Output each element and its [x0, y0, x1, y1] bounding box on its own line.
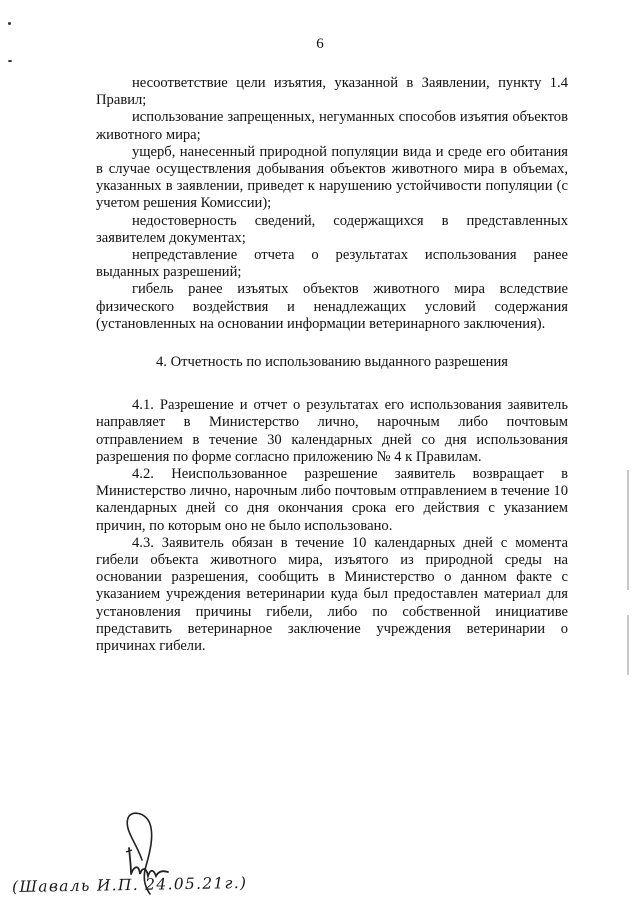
scan-speck — [8, 22, 11, 25]
refusal-ground: гибель ранее изъятых объектов животного мира вследствие физического воздействия и ненадлежащих условий содержания (установленных на основании информации ветеринарного заключения). — [96, 281, 568, 332]
scan-speck — [8, 60, 12, 62]
refusal-ground: несоответствие цели изъятия, указанной в Заявлении, пункту 1.4 Правил; — [96, 75, 568, 109]
clause-4-2: 4.2. Неиспользованное разрешение заявитель возвращает в Министерство лично, нарочным либо почтовым отправлением в течение 10 календарных дней со дня окончания срока его действия с указанием причин, по которым оно не было использовано. — [96, 466, 568, 534]
refusal-ground: ущерб, нанесенный природной популяции вида и среде его обитания в случае осуществления добывания объектов животного мира в объемах, указанных в заявлении, приведет к нарушению устойчивости популяции (с учетом решения Комиссии); — [96, 143, 568, 212]
scan-edge-shadow — [627, 470, 629, 590]
handwritten-note: (Шаваль И.П. 24.05.21г.) — [11, 873, 248, 897]
scan-edge-shadow — [627, 615, 629, 675]
clause-4-1: 4.1. Разрешение и отчет о результатах его использования заявитель направляет в Министерство лично, нарочным либо почтовым отправлением в течение 30 календарных дней со дня использования разрешения по форме согласно приложению № 4 к Правилам. — [96, 397, 568, 465]
refusal-ground: использование запрещенных, негуманных способов изъятия объектов животного мира; — [96, 109, 568, 143]
refusal-ground: непредставление отчета о результатах использования ранее выданных разрешений; — [96, 247, 568, 281]
section-heading: 4. Отчетность по использованию выданного разрешения — [156, 354, 508, 371]
page-number: 6 — [316, 36, 324, 52]
refusal-ground: недостоверность сведений, содержащихся в представленных заявителем документах; — [96, 212, 568, 246]
clause-4-3: 4.3. Заявитель обязан в течение 10 календарных дней с момента гибели объекта животного мира, изъятого из природной среды на основании разрешения, сообщить в Министерство о данном факте с указанием учреждения ветеринарии куда был предоставлен материал для установления причины гибели, либо по собственной инициативе представить ветеринарное заключение учреждения ветеринарии о причинах гибели. — [96, 534, 568, 655]
document-body — [96, 75, 568, 655]
